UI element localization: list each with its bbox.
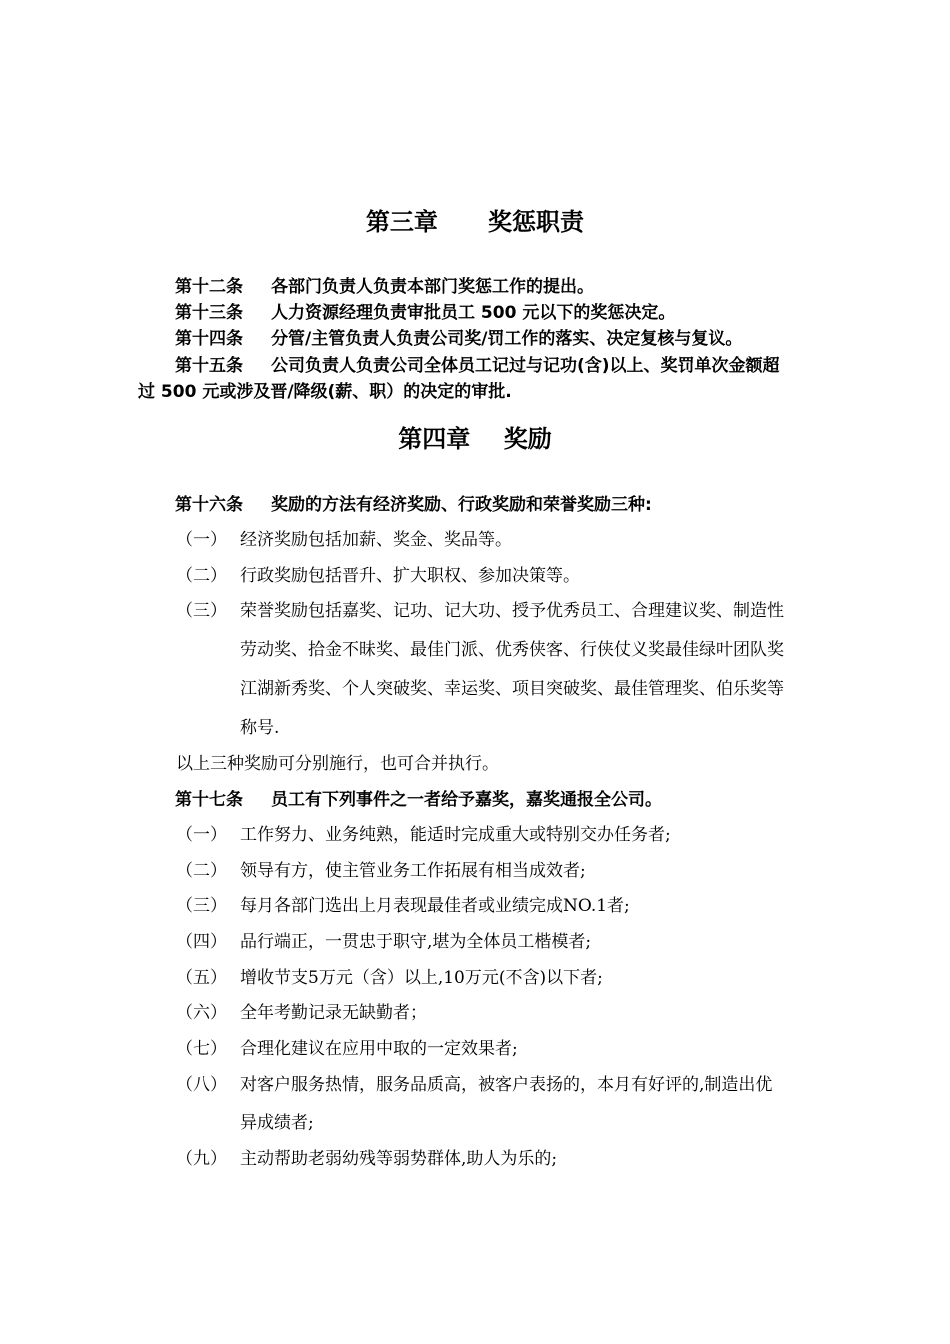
article-12 [175, 276, 594, 298]
article-label: 第十三条 [175, 303, 243, 323]
article-label: 第十四条 [175, 329, 243, 349]
article-15-continuation: 过 500 元或涉及晋/降级(薪、职）的决定的审批. [138, 382, 512, 402]
list-item-continuation: 称号. [240, 718, 280, 738]
chapter-4-title: 第四章 奖励 [398, 425, 552, 453]
article-13 [175, 302, 675, 324]
list-number: （九） [176, 1149, 227, 1169]
article-text: 奖励的方法有经济奖励、行政奖励和荣誉奖励三种: [271, 495, 652, 515]
list-item: 每月各部门选出上月表现最佳者或业绩完成NO.1者; [240, 896, 630, 916]
list-number: （三） [176, 896, 227, 916]
list-number: （六） [176, 1003, 227, 1023]
article-17 [175, 789, 662, 811]
list-number: （七） [176, 1039, 227, 1059]
list-item: 行政奖励包括晋升、扩大职权、参加决策等。 [240, 566, 580, 586]
list-number: （二） [176, 861, 227, 881]
list-item: 对客户服务热情，服务品质高，被客户表扬的，本月有好评的,制造出优 [240, 1075, 773, 1095]
list-number: （一） [176, 825, 227, 845]
list-number: （三） [176, 601, 227, 621]
list-item: 增收节支5万元（含）以上,10万元(不含)以下者; [240, 968, 603, 988]
list-number: （八） [176, 1075, 227, 1095]
article-label: 第十二条 [175, 277, 243, 297]
list-item: 品行端正，一贯忠于职守,堪为全体员工楷模者; [240, 932, 592, 952]
list-item-continuation: 江湖新秀奖、个人突破奖、幸运奖、项目突破奖、最佳管理奖、伯乐奖等 [240, 679, 784, 699]
list-item: 全年考勤记录无缺勤者； [240, 1003, 427, 1023]
chapter-3-title: 第三章 奖惩职责 [365, 208, 585, 236]
article-text: 员工有下列事件之一者给予嘉奖，嘉奖通报全公司。 [271, 790, 662, 810]
article-15 [175, 355, 780, 377]
article-label: 第十七条 [175, 790, 243, 810]
list-number: （四） [176, 932, 227, 952]
list-number: （二） [176, 566, 227, 586]
list-number: （五） [176, 968, 227, 988]
reward-note: 以上三种奖励可分别施行，也可合并执行。 [176, 754, 499, 774]
article-text: 公司负责人负责公司全体员工记过与记功(含)以上、奖罚单次金额超 [271, 356, 780, 376]
list-item: 领导有方，使主管业务工作拓展有相当成效者; [240, 861, 586, 881]
article-label: 第十六条 [175, 495, 243, 515]
article-16 [175, 494, 652, 516]
list-item: 荣誉奖励包括嘉奖、记功、记大功、授予优秀员工、合理建议奖、制造性 [240, 601, 784, 621]
article-14 [175, 328, 742, 350]
article-text: 各部门负责人负责本部门奖惩工作的提出。 [271, 277, 594, 297]
list-number: （一） [176, 530, 227, 550]
list-item: 工作努力、业务纯熟，能适时完成重大或特别交办任务者; [240, 825, 671, 845]
list-item: 经济奖励包括加薪、奖金、奖品等。 [240, 530, 512, 550]
list-item-continuation: 异成绩者; [240, 1113, 314, 1133]
list-item-continuation: 劳动奖、拾金不昧奖、最佳门派、优秀侠客、行侠仗义奖最佳绿叶团队奖 [240, 640, 784, 660]
list-item: 主动帮助老弱幼残等弱势群体,助人为乐的; [240, 1149, 558, 1169]
article-label: 第十五条 [175, 356, 243, 376]
article-text: 人力资源经理负责审批员工 500 元以下的奖惩决定。 [271, 303, 676, 323]
list-item: 合理化建议在应用中取的一定效果者; [240, 1039, 518, 1059]
article-text: 分管/主管负责人负责公司奖/罚工作的落实、决定复核与复议。 [271, 329, 743, 349]
